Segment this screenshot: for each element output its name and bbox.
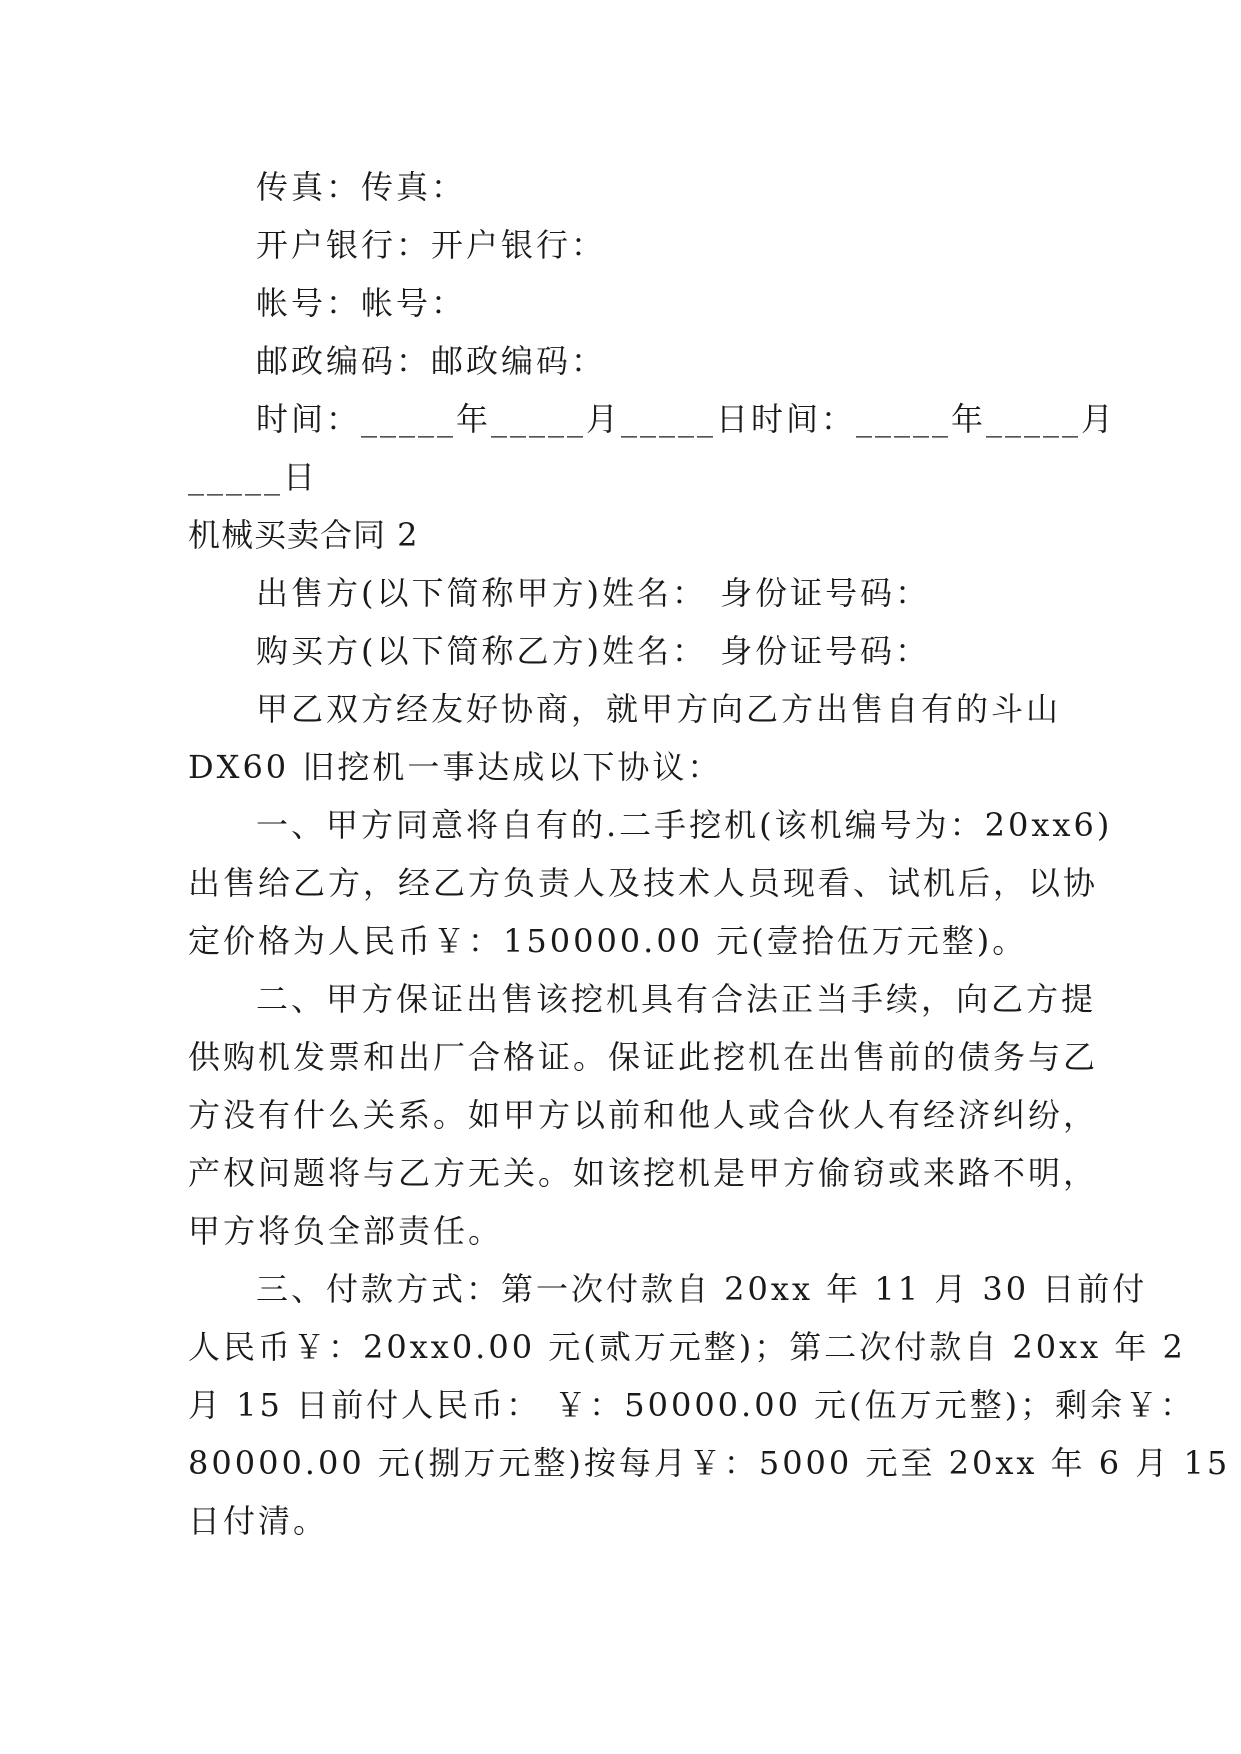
postcode-line: 邮政编码：邮政编码： — [256, 342, 607, 380]
date-line-cont: _____日 — [188, 458, 319, 496]
clause-2-line: 甲方将负全部责任。 — [188, 1212, 504, 1250]
seller-line: 出售方(以下简称甲方)姓名： 身份证号码： — [256, 574, 931, 612]
clause-3-line: 日付清。 — [188, 1502, 329, 1540]
clause-3-line: 80000.00 元(捌万元整)按每月￥：5000 元至 20xx 年 6 月 15 — [188, 1444, 1231, 1482]
contract-title: 机械买卖合同 2 — [188, 516, 419, 554]
paragraph-line: DX60 旧挖机一事达成以下协议： — [188, 748, 723, 786]
document-page — [188, 158, 1231, 1550]
date-line: 时间：_____年_____月_____日时间：_____年_____月 — [256, 400, 1117, 438]
clause-1-line: 定价格为人民币￥：150000.00 元(壹拾伍万元整)。 — [188, 922, 1028, 960]
buyer-line: 购买方(以下简称乙方)姓名： 身份证号码： — [256, 632, 931, 670]
fax-line: 传真：传真： — [256, 168, 467, 206]
account-line: 帐号：帐号： — [256, 284, 467, 322]
bank-line: 开户银行：开户银行： — [256, 226, 607, 264]
clause-1-line: 出售给乙方，经乙方负责人及技术人员现看、试机后，以协 — [188, 864, 1099, 902]
clause-2-line: 二、甲方保证出售该挖机具有合法正当手续，向乙方提 — [256, 980, 1097, 1018]
clause-1-line: 一、甲方同意将自有的.二手挖机(该机编号为：20xx6) — [256, 806, 1113, 844]
paragraph-line: 甲乙双方经友好协商，就甲方向乙方出售自有的斗山 — [256, 690, 1062, 728]
clause-3-line: 三、付款方式：第一次付款自 20xx 年 11 月 30 日前付 — [256, 1270, 1148, 1308]
clause-3-line: 月 15 日前付人民币： ￥：50000.00 元(伍万元整)；剩余￥： — [188, 1386, 1196, 1424]
clause-2-line: 供购机发票和出厂合格证。保证此挖机在出售前的债务与乙 — [188, 1038, 1099, 1076]
clause-3-line: 人民币￥：20xx0.00 元(贰万元整)；第二次付款自 20xx 年 2 — [188, 1328, 1186, 1366]
clause-2-line: 方没有什么关系。如甲方以前和他人或合伙人有经济纠纷， — [188, 1096, 1099, 1134]
clause-2-line: 产权问题将与乙方无关。如该挖机是甲方偷窃或来路不明， — [188, 1154, 1099, 1192]
